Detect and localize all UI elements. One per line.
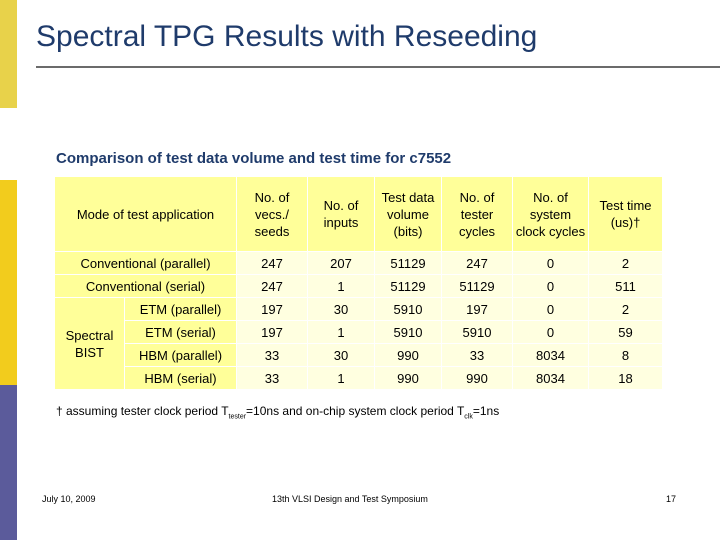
footer-page-number: 17 <box>666 494 677 504</box>
table-header-row <box>55 177 663 252</box>
cell-tester-cycles: 990 <box>442 367 513 390</box>
cell-volume: 51129 <box>375 252 442 275</box>
cell-system-cycles: 0 <box>513 321 589 344</box>
cell-system-cycles: 0 <box>513 275 589 298</box>
header-mode: Mode of test application <box>55 177 237 252</box>
footnote <box>56 404 499 420</box>
cell-tester-cycles: 51129 <box>442 275 513 298</box>
group-label-spectral-bist: Spectral BIST <box>55 298 125 390</box>
cell-inputs: 1 <box>308 367 375 390</box>
cell-system-cycles: 8034 <box>513 344 589 367</box>
cell-tester-cycles: 247 <box>442 252 513 275</box>
footnote-sub-clk: clk <box>464 413 473 421</box>
header-tester-cycles: No. of tester cycles <box>442 177 513 252</box>
header-test-time: Test time (us)† <box>589 177 663 252</box>
cell-vecs: 247 <box>237 252 308 275</box>
cell-test-time: 2 <box>589 298 663 321</box>
header-system-cycles: No. of system clock cycles <box>513 177 589 252</box>
cell-inputs: 207 <box>308 252 375 275</box>
cell-volume: 51129 <box>375 275 442 298</box>
sidebar-segment-top <box>0 0 17 108</box>
sidebar-segment-blue <box>0 385 17 540</box>
cell-mode: Conventional (parallel) <box>55 252 237 275</box>
cell-tester-cycles: 197 <box>442 298 513 321</box>
sidebar-segment-gap <box>0 108 17 180</box>
cell-system-cycles: 0 <box>513 252 589 275</box>
footnote-prefix: † assuming tester clock period T <box>56 404 229 418</box>
slide-subtitle: Comparison of test data volume and test time for c7552 <box>56 150 452 167</box>
cell-tester-cycles: 33 <box>442 344 513 367</box>
cell-test-time: 511 <box>589 275 663 298</box>
cell-inputs: 1 <box>308 275 375 298</box>
cell-vecs: 197 <box>237 321 308 344</box>
cell-vecs: 247 <box>237 275 308 298</box>
cell-mode: ETM (serial) <box>125 321 237 344</box>
cell-volume: 990 <box>375 367 442 390</box>
cell-vecs: 33 <box>237 344 308 367</box>
title-divider <box>36 66 720 68</box>
cell-mode: HBM (serial) <box>125 367 237 390</box>
cell-system-cycles: 0 <box>513 298 589 321</box>
cell-vecs: 197 <box>237 298 308 321</box>
cell-test-time: 59 <box>589 321 663 344</box>
table-row <box>55 298 663 321</box>
sidebar-decoration <box>0 0 17 540</box>
cell-inputs: 30 <box>308 298 375 321</box>
cell-inputs: 30 <box>308 344 375 367</box>
sidebar-segment-yellow <box>0 180 17 385</box>
cell-volume: 5910 <box>375 298 442 321</box>
table-row <box>55 252 663 275</box>
table-row <box>55 344 663 367</box>
cell-mode: Conventional (serial) <box>55 275 237 298</box>
header-inputs: No. of inputs <box>308 177 375 252</box>
results-table <box>54 176 663 390</box>
table-row <box>55 367 663 390</box>
cell-volume: 990 <box>375 344 442 367</box>
slide-title: Spectral TPG Results with Reseeding <box>36 20 538 53</box>
footnote-suffix: =1ns <box>472 404 500 418</box>
cell-test-time: 8 <box>589 344 663 367</box>
cell-test-time: 2 <box>589 252 663 275</box>
table-row <box>55 275 663 298</box>
cell-tester-cycles: 5910 <box>442 321 513 344</box>
cell-inputs: 1 <box>308 321 375 344</box>
cell-volume: 5910 <box>375 321 442 344</box>
cell-mode: ETM (parallel) <box>125 298 237 321</box>
cell-test-time: 18 <box>589 367 663 390</box>
footnote-sub-tester: tester <box>228 413 247 421</box>
cell-system-cycles: 8034 <box>513 367 589 390</box>
header-vecs: No. of vecs./ seeds <box>237 177 308 252</box>
cell-vecs: 33 <box>237 367 308 390</box>
footnote-middle: =10ns and on-chip system clock period T <box>246 404 465 418</box>
cell-mode: HBM (parallel) <box>125 344 237 367</box>
footer-event: 13th VLSI Design and Test Symposium <box>272 494 428 504</box>
footer-date: July 10, 2009 <box>42 494 96 504</box>
header-volume: Test data volume (bits) <box>375 177 442 252</box>
table-row <box>55 321 663 344</box>
